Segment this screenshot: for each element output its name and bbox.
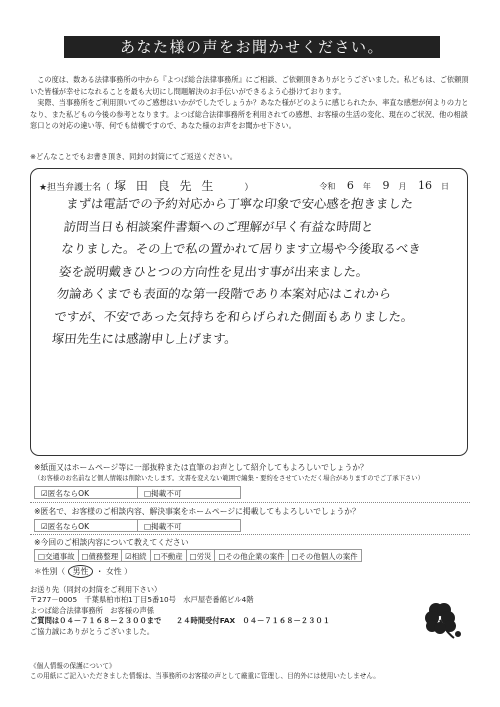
comment-line: 勿論あくまでも表面的な第一段階であり本案対応はこれから (55, 286, 393, 301)
question-text: ※紙面又はホームページ等に一部抜粋または直筆のお声として紹介してもよろしいでしょうか？ (34, 463, 368, 472)
gender-close: ） (124, 567, 132, 576)
lawyer-field (39, 177, 253, 194)
anonymous-ok-checkbox[interactable]: ☑匿名ならOK (34, 519, 138, 532)
intro-text (30, 74, 470, 132)
privacy-title: 《個人情報の保護について》 (30, 662, 116, 670)
thanks-text: ご協力誠にありがとうございました。 (30, 626, 155, 636)
lawyer-name[interactable]: 塚 田 良 先 生 (114, 179, 217, 193)
comment-line: なりました。その上で私の置かれて居ります立場や今後取るべき (60, 241, 422, 256)
no-publish-checkbox[interactable]: □掲載不可 (137, 519, 241, 532)
comment-card (30, 168, 468, 456)
option-other-corporate[interactable]: □その他企業の案件 (214, 549, 288, 562)
month-unit: 月 (398, 182, 407, 191)
gender-male-selected[interactable]: 男性 (68, 565, 94, 578)
lawyer-close: ） (244, 183, 254, 193)
handwritten-comment[interactable] (51, 193, 468, 351)
send-to: お送り先（同封の封筒をご利用下さい） (30, 585, 162, 594)
year-value[interactable]: 6 (346, 179, 354, 192)
return-note: ※どんなことでもお書き頂き、同封の封筒にてご返送ください。 (30, 152, 237, 161)
comment-line: 姿を説明戴きひとつの方向性を見出す事が出来ました。 (58, 263, 370, 279)
month-value[interactable]: 9 (382, 179, 390, 192)
option-real-estate[interactable]: □不動産 (150, 549, 187, 562)
date-field (319, 179, 449, 192)
contact-info (30, 585, 330, 637)
gender-field (34, 565, 132, 578)
no-publish-checkbox[interactable]: □掲載不可 (137, 486, 241, 499)
comment-line: ですが、不安であった気持ちを和らげられた側面もありました。 (53, 308, 415, 324)
day-value[interactable]: 16 (418, 179, 432, 192)
publish-case-options (34, 519, 241, 532)
intro-paragraph-1: この度は、数ある法律事務所の中から『よつば総合法律事務所』にご相談、ご依頼頂きありがとうございました。私どもは、ご依頼頂いた皆様が幸せになれることを最も大切にし問題解決のお手伝いができるよう心掛けております。 (30, 75, 469, 96)
divider (30, 502, 470, 503)
privacy-text: この用紙にご記入いただきました情報は、当事務所のお客様の声として厳重に管理し、目的外には使用いたしません。 (30, 672, 380, 680)
option-inheritance[interactable]: ☑相続 (121, 549, 150, 562)
comment-line: 訪問当日も相談案件書類へのご理解が早く有益な時間と (63, 218, 375, 234)
question-publish-case: ※匿名で、お客様のご相談内容、解決事案をホームページに掲載してもよろしいでしょうか？ (34, 507, 360, 516)
option-other-personal[interactable]: □その他個人の案件 (288, 549, 362, 562)
intro-paragraph-2: 実際、当事務所をご利用頂いてのご感想はいかがでしたでしょうか？あなた様がどのように感じられたか、率直な感想が何よりの力となり、また私どもの今後の参考となります。よつば総合法律事務所を利用されての感想、お客様の生活の変化、現在のご状況、他の相談窓口との対応の違い等、何でも結構ですので、あなた様のお声をお聞かせ下さい。 (30, 98, 469, 130)
anonymous-ok-checkbox[interactable]: ☑匿名ならOK (34, 486, 138, 499)
gender-separator: ・ (95, 567, 104, 576)
clover-logo-icon (420, 598, 464, 642)
gender-female[interactable]: 女性 (106, 567, 122, 576)
comment-line: 塚田先生には感謝申し上げます。 (51, 331, 238, 346)
option-traffic-accident[interactable]: □交通事故 (34, 549, 79, 562)
comment-line: まずは電話での予約対応から丁寧な印象で安心感を抱きました (65, 196, 414, 211)
privacy-notice (30, 661, 380, 681)
question-note: （お客様のお名前など個人情報は削除いたします。文書を変えない範囲で編集・要約をさせていただく場合がありますのでご了承下さい） (34, 475, 424, 482)
address: 〒277－0005 千葉県柏市柏1丁目5番10号 水戸屋壱番館ビル4階 (30, 595, 254, 605)
question-consult-type: ※今回のご相談内容について教えてください (34, 538, 189, 547)
question-publish-comment (34, 462, 474, 484)
day-unit: 日 (441, 182, 449, 191)
lawyer-label: ★担当弁護士名（ (39, 183, 111, 193)
option-debt[interactable]: □債務整理 (78, 549, 123, 562)
publish-comment-options (34, 486, 241, 499)
phone-fax: ご質問は０４－７１６８－２３００まで ２４時間受付FAX ０４－７１６８－２３０１ (30, 616, 330, 626)
gender-label: ＊性別（ (34, 567, 66, 576)
era: 令和 (319, 182, 336, 191)
page-title: あなた様の声をお聞かせください。 (64, 36, 440, 58)
consult-type-options (34, 549, 361, 562)
divider (30, 534, 470, 535)
year-unit: 年 (362, 182, 371, 191)
office-name: よつば総合法律事務所 お客様の声係 (30, 605, 155, 615)
option-labor-accident[interactable]: □労災 (186, 549, 216, 562)
